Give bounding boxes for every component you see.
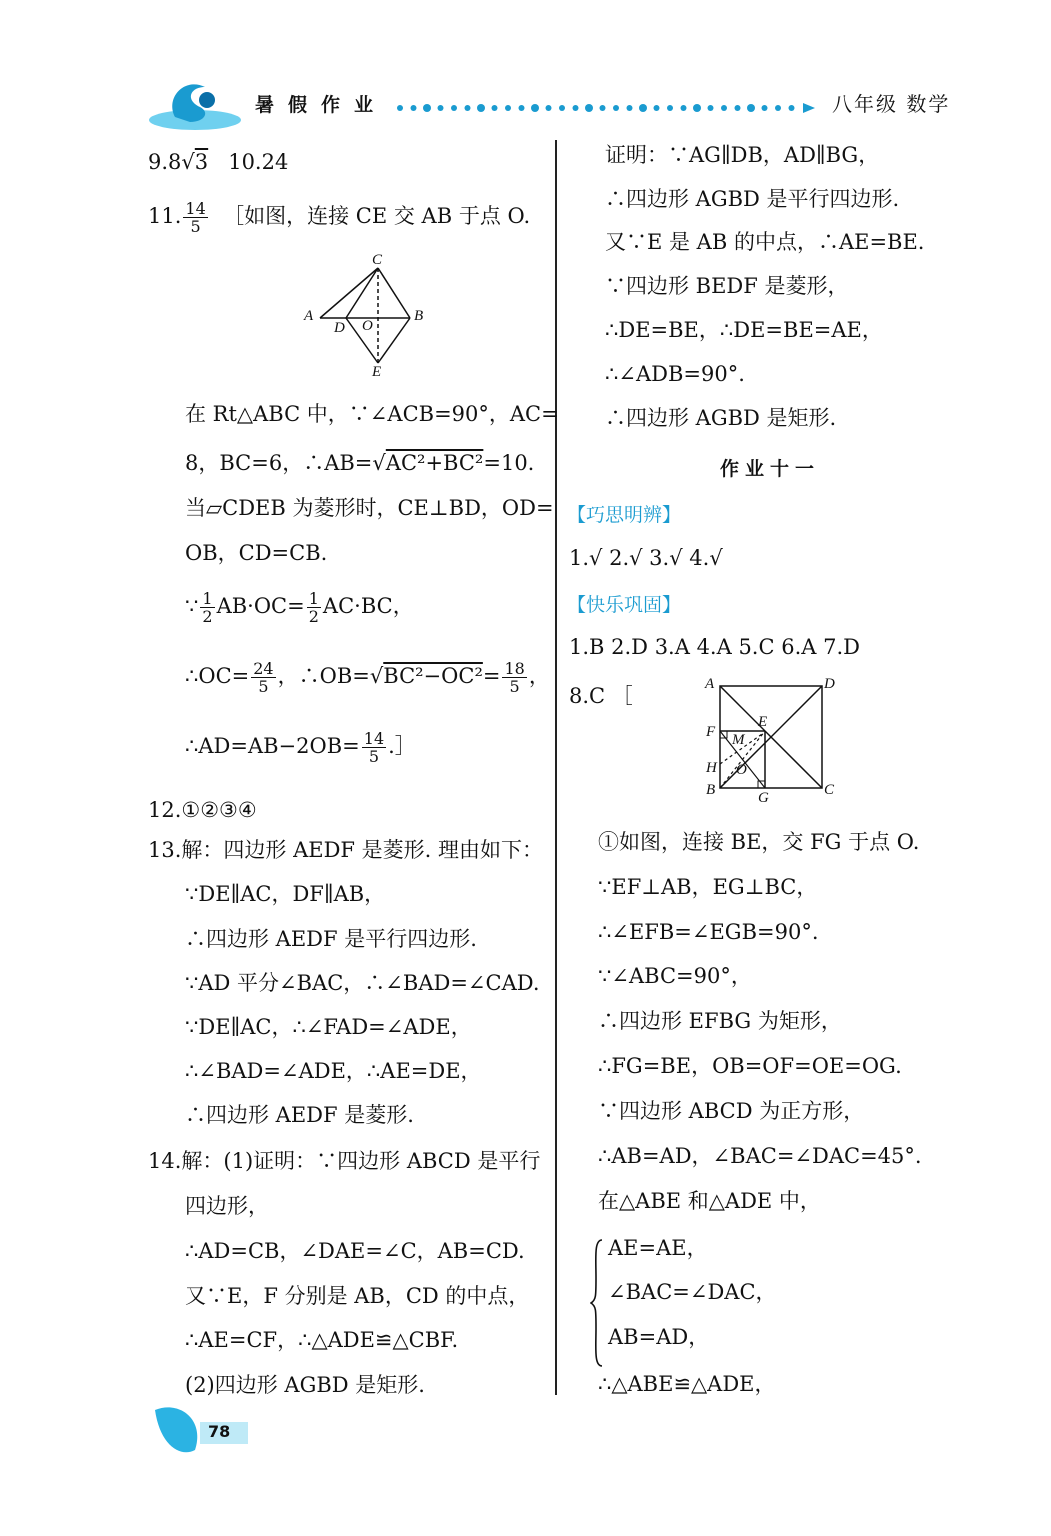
text-line: ∴四边形 AEDF 是平行四边形. <box>185 927 477 951</box>
answer-12: 12.①②③④ <box>148 798 257 822</box>
header-dot <box>397 105 403 111</box>
header-dot <box>654 105 660 111</box>
section-title: 作业十一 <box>720 458 821 480</box>
rhombus-figure: C A B D O E <box>304 252 424 380</box>
header-dot <box>721 105 727 111</box>
text-line: ∵DE∥AC，DF∥AB， <box>185 882 386 906</box>
header-dot <box>789 105 795 111</box>
header-dot <box>600 105 606 111</box>
text-line: 在△ABE 和△ADE 中， <box>598 1189 821 1213</box>
text-line: 又∵E，F 分别是 AB，CD 的中点， <box>185 1284 530 1308</box>
answer-11: 11. $\frac{14}{5}$ ［如图，连接 CE 交 AB 于点 O. <box>148 199 531 236</box>
text-line: ①如图，连接 BE，交 FG 于点 O. <box>598 830 920 854</box>
text-line: AE=AE， <box>608 1236 708 1260</box>
header-logo <box>145 72 245 132</box>
text-line: AB=AD， <box>608 1325 710 1349</box>
header-dot <box>451 105 457 111</box>
text-line: ∴∠ADB=90°. <box>605 362 745 386</box>
column-divider <box>555 140 557 1395</box>
header-dot <box>735 105 741 111</box>
footer-leaf-icon <box>150 1400 250 1460</box>
header-dot <box>613 105 619 111</box>
text-line: ∵AD 平分∠BAC，∴∠BAD=∠CAD. <box>185 971 540 995</box>
text-line: OB，CD=CB. <box>185 541 328 565</box>
text-line: ∴△ABE≌△ADE， <box>598 1372 776 1396</box>
header-dot <box>477 104 485 112</box>
text-line: ∴FG=BE，OB=OF=OE=OG. <box>598 1054 902 1078</box>
text-line: 8，BC=6，∴AB=√AC²+BC²=10. <box>185 451 535 475</box>
section-tag-qiaosi: 【巧思明辨】 <box>567 504 682 526</box>
text-line: ∴OC= $\frac{24}{5}$ ，∴OB=√BC²−OC²= $\frac{18}{5}$ ， <box>185 659 550 696</box>
text-line: ∴四边形 AEDF 是菱形. <box>185 1103 414 1127</box>
header-dot <box>546 105 552 111</box>
header-dot <box>775 105 781 111</box>
header-dot <box>438 105 444 111</box>
header-dot <box>559 105 565 111</box>
header-dot <box>693 104 701 112</box>
answer-14: 14.解：(1)证明：∵四边形 ABCD 是平行 <box>148 1149 541 1173</box>
header-dot <box>492 105 498 111</box>
text-line: ∵DE∥AC，∴∠FAD=∠ADE， <box>185 1015 472 1039</box>
header-dot <box>708 105 714 111</box>
header-dot <box>573 105 579 111</box>
text-line: 又∵E 是 AB 的中点，∴AE=BE. <box>605 230 925 254</box>
answer-8: 8.C ［ <box>569 684 633 708</box>
text-line: ∴AB=AD，∠BAC=∠DAC=45°. <box>598 1144 922 1168</box>
section-tag-kuaile: 【快乐巩固】 <box>567 594 682 616</box>
text-line: ∴AD=AB−2OB= $\frac{14}{5}$ .］ <box>185 729 416 766</box>
page-number: 78 <box>208 1422 231 1441</box>
header-dot <box>585 104 593 112</box>
header-dot <box>505 105 511 111</box>
header-dot <box>639 104 647 112</box>
header-grade-subject: 八年级 数学 <box>832 92 951 116</box>
header-dot <box>667 105 673 111</box>
square-figure: A D E F M H O B G C <box>705 676 835 806</box>
header-dot <box>627 105 633 111</box>
answer-13: 13.解：四边形 AEDF 是菱形. 理由如下： <box>148 838 543 862</box>
text-line: ∴∠BAD=∠ADE，∴AE=DE， <box>185 1059 482 1083</box>
text-line: ∴AE=CF，∴△ADE≌△CBF. <box>185 1328 459 1352</box>
header-dot <box>762 105 768 111</box>
text-line: ∴DE=BE，∴DE=BE=AE， <box>605 318 883 342</box>
header-dot <box>411 105 417 111</box>
text-line: 四边形， <box>185 1194 269 1218</box>
text-line: ∵ $\frac{1}{2}$ AB·OC= $\frac{1}{2}$ AC·BC， <box>185 589 414 626</box>
text-line: ∵四边形 BEDF 是菱形， <box>605 274 849 298</box>
text-line: ∴四边形 AGBD 是平行四边形. <box>605 187 900 211</box>
header-title: 暑假作业 <box>255 94 388 116</box>
answers-mc: 1.B 2.D 3.A 4.A 5.C 6.A 7.D <box>569 635 860 659</box>
text-line: ∵EF⊥AB，EG⊥BC， <box>598 875 818 899</box>
header-dot <box>519 105 525 111</box>
answers-tf: 1.√ 2.√ 3.√ 4.√ <box>569 546 723 570</box>
text-line: ∵四边形 ABCD 为正方形， <box>598 1099 865 1123</box>
text-line: 当▱CDEB 为菱形时，CE⊥BD，OD= <box>185 496 554 520</box>
header-dots <box>395 98 815 108</box>
text-line: ∴四边形 EFBG 为矩形， <box>598 1009 842 1033</box>
text-line: ∴四边形 AGBD 是矩形. <box>605 406 837 430</box>
header-dot <box>465 105 471 111</box>
answer-9-10: 9.8√3 10.24 <box>148 150 289 174</box>
text-line: 在 Rt△ABC 中，∵∠ACB=90°，AC= <box>185 402 559 426</box>
header-dot <box>681 105 687 111</box>
text-line: (2)四边形 AGBD 是矩形. <box>185 1373 425 1397</box>
text-line: ∵∠ABC=90°， <box>598 964 752 988</box>
header-dot <box>423 104 431 112</box>
text-line: ∠BAC=∠DAC， <box>608 1280 777 1304</box>
text-line: ∴∠EFB=∠EGB=90°. <box>598 920 819 944</box>
system-brace <box>590 1238 604 1368</box>
text-line: ∴AD=CB，∠DAE=∠C，AB=CD. <box>185 1239 525 1263</box>
header-dot <box>531 104 539 112</box>
header-arrow <box>803 103 815 113</box>
header-dot <box>747 104 755 112</box>
text-line: 证明：∵AG∥DB，AD∥BG， <box>605 143 880 167</box>
